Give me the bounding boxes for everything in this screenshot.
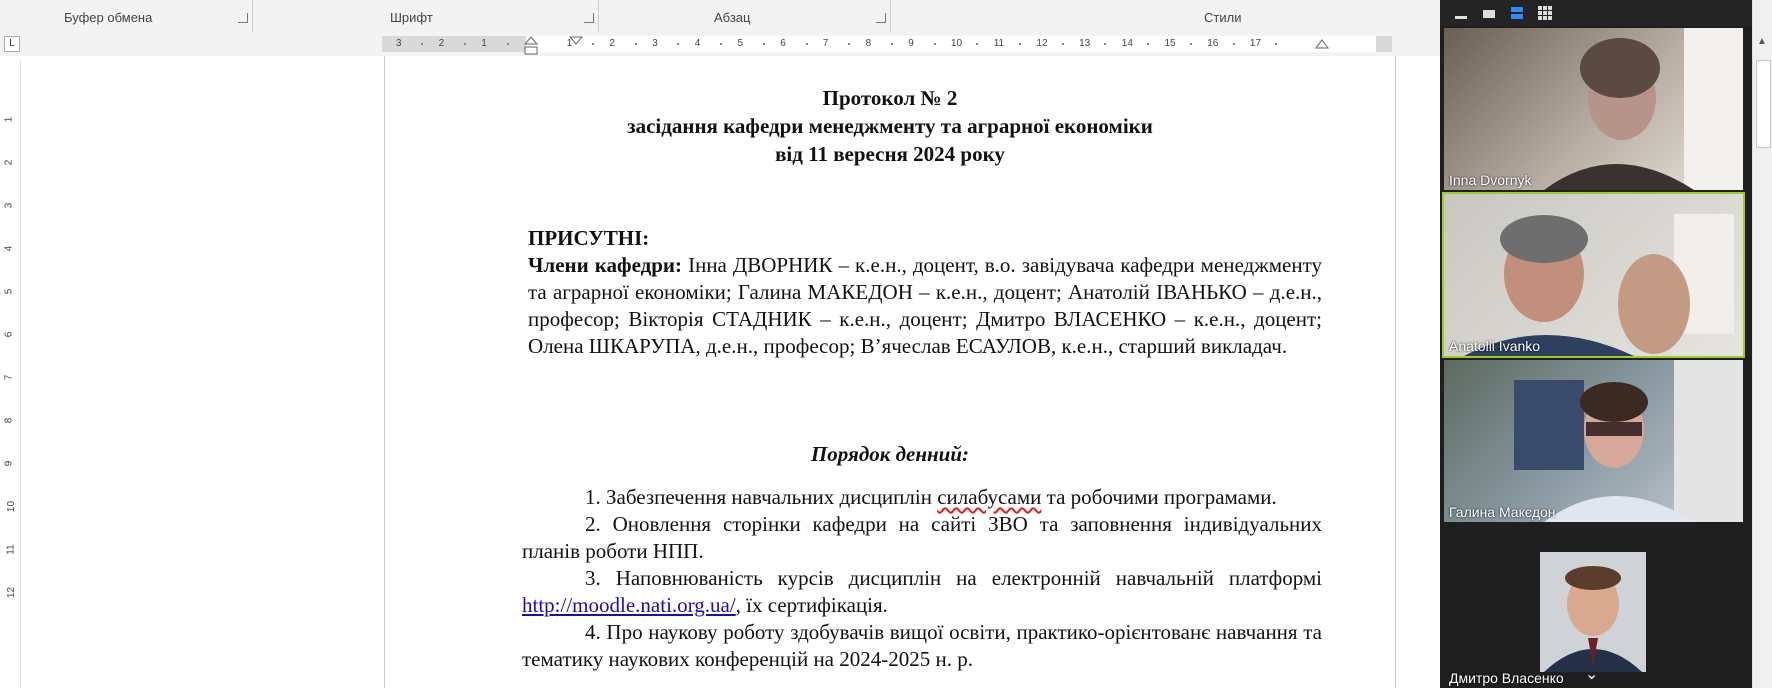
ruler-number: 6 [780,38,786,49]
ruler-tick [1147,43,1149,45]
horizontal-ruler[interactable] [382,36,1392,52]
participant-video-icon [1444,360,1743,522]
ruler-tick [763,43,765,45]
ribbon-group-font: Шрифт [390,10,433,25]
ruler-number: 14 [1121,38,1133,49]
ruler-number: 8 [3,417,15,424]
right-indent-icon[interactable] [1315,36,1329,50]
ruler-tick [1062,43,1064,45]
vertical-scrollbar[interactable] [1752,0,1772,688]
members-text: Інна ДВОРНИК – к.е.н., доцент, в.о. завідувача кафедри менеджменту та аграрної економіки; Галина МАКЕДОН – к.е.н., доцент; Анатолій ІВАНЬКО – д.е.н., професор; Вікторія СТАДНИК – к.е.н., доцент; Дмитро ВЛАСЕНКО – к.е.н., доцент; Олена ШКАРУПА, д.е.н., професор; В’ячеслав ЕСАУЛОВ, к.е.н., старший викладач. [528,253,1323,358]
ruler-number: 10 [6,500,18,513]
agenda-item-1: 1. Забезпечення навчальних дисциплін силабусами та робочими програмами. [585,485,1277,509]
agenda-item-2: 2. Оновлення сторінки кафедри на сайті ЗВО та заповнення індивідуальних планів роботи НПП. [522,512,1322,563]
ruler-number: 17 [1249,38,1262,49]
ruler-tick [1233,43,1235,45]
ruler-number: 9 [3,460,15,467]
participant-video-tile-active[interactable] [1444,194,1743,356]
ribbon-group-styles: Стили [1204,10,1242,25]
ruler-number: 12 [6,586,18,599]
ruler-tick [635,43,637,45]
participant-video-tile[interactable] [1444,28,1743,190]
ruler-number: 2 [3,159,15,166]
ruler-number: 5 [3,288,15,295]
ruler-tick [677,43,679,45]
ruler-number: 16 [1207,38,1219,49]
participant-name: Дмитро Власенко [1449,670,1564,686]
scroll-up-icon[interactable]: ▲ [1757,36,1767,47]
ruler-number: 15 [1164,38,1176,49]
ribbon-divider [598,0,599,32]
ruler-number: 2 [438,38,445,49]
ruler-number: 10 [951,38,963,49]
members-paragraph [528,252,1322,360]
agenda-heading: Порядок денний: [810,442,970,466]
gallery-view-icon[interactable] [1536,5,1554,21]
participant-video-icon [1444,28,1743,190]
ribbon-group-paragraph: Абзац [714,10,751,25]
protocol-title: Протокол № 2 [822,86,958,110]
participant-video-icon [1444,194,1743,356]
video-call-panel [1440,0,1752,688]
ruler-number: 11 [993,38,1005,49]
ribbon-group-labels [0,0,1440,33]
ruler-tick [720,43,722,45]
ruler-tick [592,43,594,45]
thumbnail-view-icon[interactable] [1480,5,1498,21]
participant-name: Inna Dvornyk [1449,172,1532,188]
participant-name: Галина Макєдон [1449,504,1556,520]
ruler-number: 12 [1036,38,1048,49]
protocol-date: від 11 вересня 2024 року [775,142,1005,166]
present-heading: ПРИСУТНІ: [528,226,650,250]
tab-stop-selector[interactable]: L [4,36,20,52]
ruler-number: 3 [3,202,15,209]
agenda-item-3: 3. Наповнюваність курсів дисциплін на електронній навчальній платформі http://moodle.nati.org.ua/, їх сертифікація. [522,566,1322,617]
document-page[interactable] [384,56,1396,688]
ruler-tick [1275,43,1277,45]
scroll-thumb[interactable] [1756,60,1771,148]
members-label: Члени кафедри: [528,253,683,277]
agenda-item-4: 4. Про наукову роботу здобувачів вищої освіти, практико-орієнтованє навчання та тематику наукових конференцій на 2024-2025 н. р. [522,620,1322,671]
chevron-down-icon[interactable]: ⌄ [1585,666,1599,683]
speaker-view-icon[interactable] [1508,5,1526,21]
vertical-ruler[interactable] [4,60,21,688]
ruler-number: 5 [737,38,744,49]
ruler-tick [806,43,808,45]
ruler-tick [976,43,978,45]
ruler-tick [891,43,893,45]
ruler-number: 6 [3,331,15,338]
ruler-number: 7 [3,374,15,381]
ribbon-group-clipboard: Буфер обмена [64,10,153,25]
ruler-number: 7 [822,38,829,49]
participant-video-tile[interactable] [1444,360,1743,522]
ruler-number: 1 [3,116,15,123]
ruler-number: 8 [865,38,872,49]
ruler-left-margin [382,36,526,52]
ruler-number: 13 [1079,38,1091,49]
participant-name: Anatolii Ivanko [1449,338,1541,354]
font-launcher-icon[interactable] [584,13,594,23]
protocol-subtitle: засідання кафедри менеджменту та аграрної економіки [627,114,1153,138]
paragraph-launcher-icon[interactable] [876,13,886,23]
moodle-link[interactable]: http://moodle.nati.org.ua/ [522,593,736,617]
ruler-number: 3 [652,38,658,49]
view-toolbar [1440,0,1752,26]
ruler-tick [507,43,509,45]
ruler-number: 2 [609,38,615,49]
ruler-right-margin [1376,36,1392,52]
ribbon-divider [890,0,891,32]
ruler-number: 4 [3,245,15,252]
ruler-number: 9 [908,38,914,49]
ruler-tick [1190,43,1192,45]
ruler-tick [1104,43,1106,45]
ruler-number: 11 [5,544,17,555]
ruler-tick [848,43,850,45]
ruler-number: 4 [694,38,701,49]
ruler-number: 1 [481,38,487,49]
clipboard-launcher-icon[interactable] [238,13,248,23]
ruler-tick [1019,43,1021,45]
ruler-number: 1 [566,38,573,49]
ruler-tick [464,43,466,45]
ruler-tick [934,43,936,45]
spellcheck-flagged-word[interactable]: силабусами [937,485,1042,509]
minimize-view-icon[interactable] [1452,5,1470,21]
agenda-list [522,484,1322,673]
ruler-tick [421,43,423,45]
ruler-number: 3 [395,38,402,49]
ribbon-divider [252,0,253,32]
